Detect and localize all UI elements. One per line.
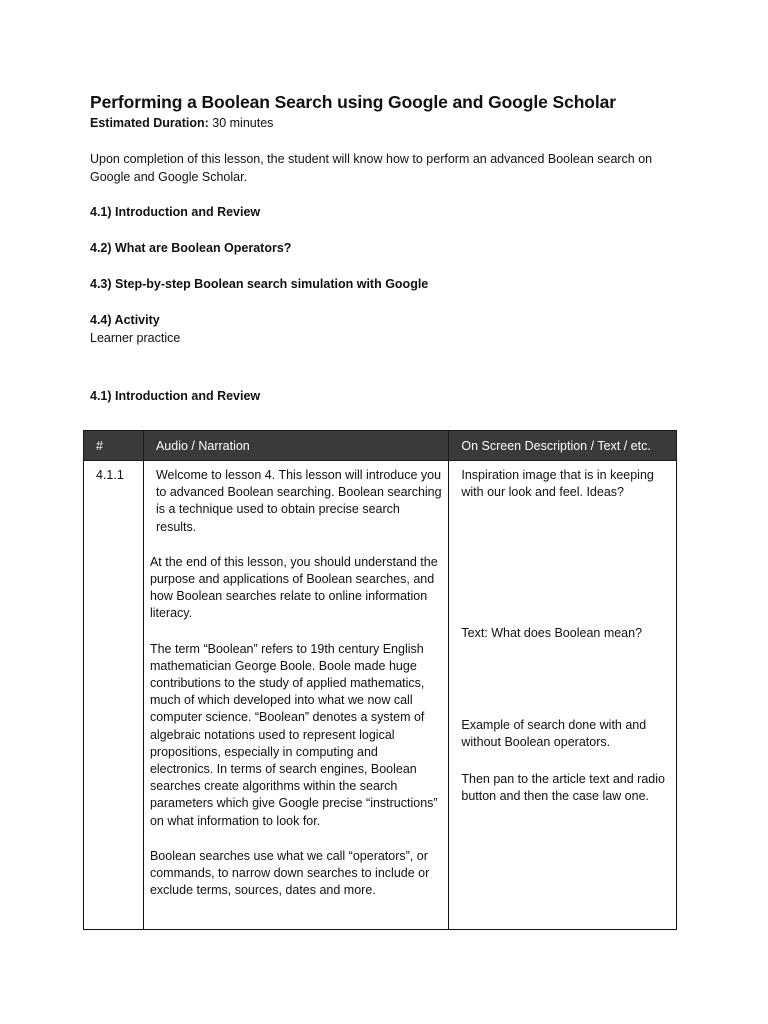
- outline-item-activity-sub: Learner practice: [90, 331, 181, 345]
- duration-label: Estimated Duration:: [90, 116, 209, 130]
- header-screen: On Screen Description / Text / etc.: [449, 431, 677, 461]
- screen-note: Text: What does Boolean mean?: [461, 626, 643, 641]
- table-row: [84, 461, 677, 930]
- table-header-row: [84, 431, 677, 461]
- narration-paragraph: At the end of this lesson, you should understand the purpose and applications of Boolean searches, and how Boolean searches relate to online information literacy.: [149, 554, 438, 621]
- screen-note: Example of search done with and without Boolean operators.: [461, 717, 647, 749]
- outline-item-intro: 4.1) Introduction and Review: [90, 205, 261, 219]
- outline-item-simulation: 4.3) Step-by-step Boolean search simulation with Google: [90, 277, 429, 291]
- screen-note: Then pan to the article text and radio button and then the case law one.: [461, 772, 665, 804]
- section-heading: 4.1) Introduction and Review: [90, 389, 261, 403]
- narration-paragraph: Welcome to lesson 4. This lesson will introduce you to advanced Boolean searching. Boolean searching is a technique used to obtain precise search results.: [155, 468, 442, 534]
- outline-item-operators: 4.2) What are Boolean Operators?: [90, 241, 292, 255]
- header-narration: Audio / Narration: [143, 431, 448, 461]
- screen-cell: [449, 461, 677, 930]
- narration-table: [83, 430, 677, 930]
- narration-cell: [143, 461, 448, 930]
- duration-value: 30 minutes: [212, 116, 274, 130]
- estimated-duration: [90, 116, 273, 130]
- row-number: 4.1.1: [84, 461, 144, 930]
- document-title: Performing a Boolean Search using Google and Google Scholar: [90, 92, 616, 112]
- lesson-intro: Upon completion of this lesson, the student will know how to perform an advanced Boolean search on Google and Google Scholar.: [90, 152, 653, 184]
- narration-paragraph: Boolean searches use what we call “operators”, or commands, to narrow down searches to include or exclude terms, sources, dates and more.: [149, 848, 430, 898]
- screen-note: Inspiration image that is in keeping with our look and feel. Ideas?: [461, 468, 654, 500]
- header-number: #: [84, 431, 144, 461]
- outline-item-activity: 4.4) Activity: [90, 313, 160, 327]
- narration-paragraph: The term “Boolean” refers to 19th century English mathematician George Boole. Boole made huge contributions to the study of applied mathematics, much of which developed into what we now call computer science. “Boolean” denotes a system of algebraic notations used to represent logical propositions, especially in computing and electronics. In terms of search engines, Boolean searches create algorithms within the search parameters which give Google precise “instructions” on what information to look for.: [149, 641, 438, 828]
